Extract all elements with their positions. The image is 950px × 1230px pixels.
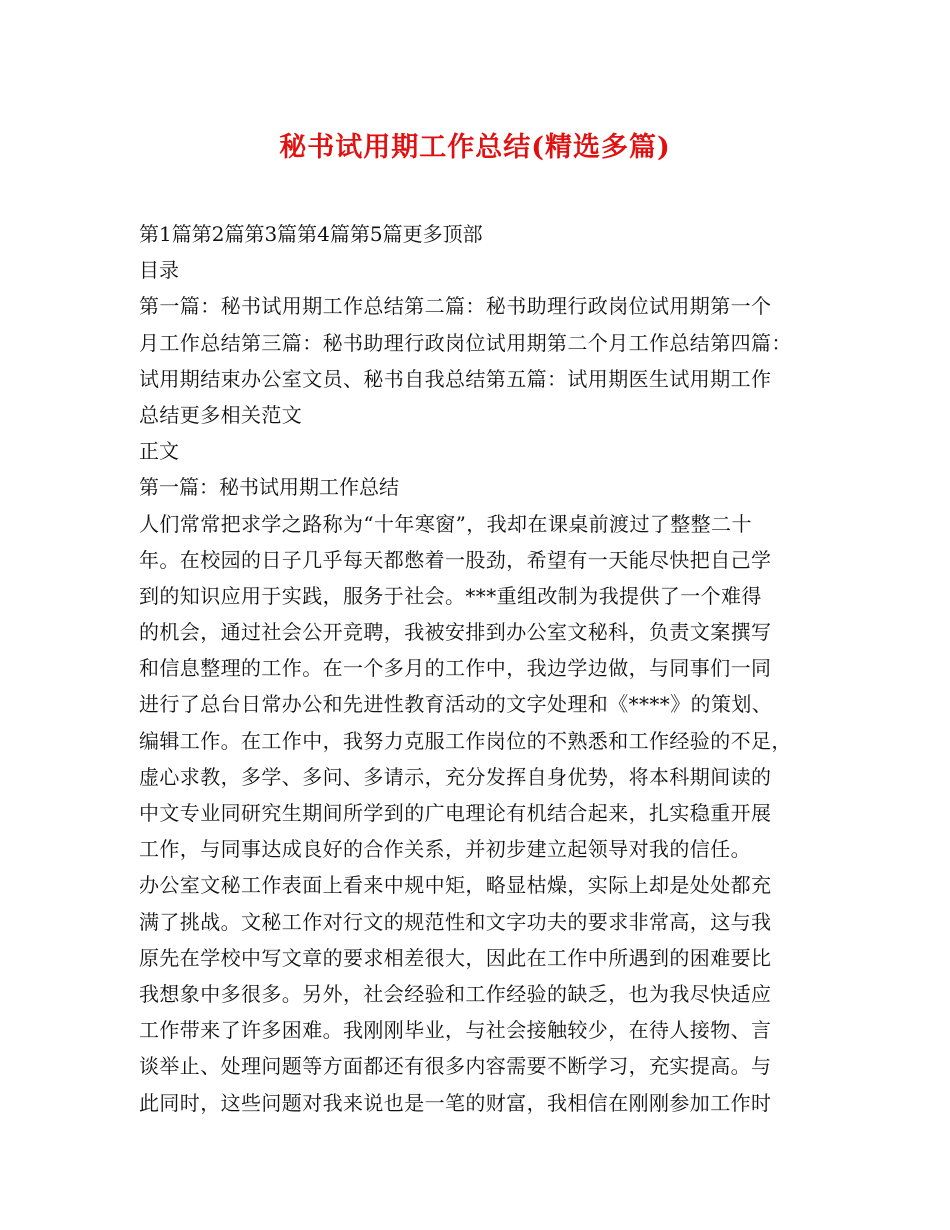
toc-heading: 目录 bbox=[139, 258, 179, 283]
paragraph-line: 谈举止、处理问题等方面都还有很多内容需要不断学习，充实提高。与 bbox=[139, 1054, 772, 1079]
paragraph-line: 工作，与同事达成良好的合作关系，并初步建立起领导对我的信任。 bbox=[139, 837, 751, 862]
section-nav-links[interactable]: 第1篇第2篇第3篇第4篇第5篇更多顶部 bbox=[139, 222, 483, 246]
toc-line[interactable]: 第一篇：秘书试用期工作总结第二篇：秘书助理行政岗位试用期第一个 bbox=[139, 294, 772, 319]
paragraph-line: 办公室文秘工作表面上看来中规中矩，略显枯燥，实际上却是处处都充 bbox=[139, 873, 772, 898]
paragraph-line: 虚心求教，多学、多问、多请示，充分发挥自身优势，将本科期间读的 bbox=[139, 764, 772, 789]
paragraph-line: 满了挑战。文秘工作对行文的规范性和文字功夫的要求非常高，这与我 bbox=[139, 909, 772, 934]
paragraph-line: 到的知识应用于实践，服务于社会。***重组改制为我提供了一个难得 bbox=[139, 583, 762, 608]
paragraph-line: 此同时，这些问题对我来说也是一笔的财富，我相信在刚刚参加工作时 bbox=[139, 1090, 772, 1115]
paragraph-line: 的机会，通过社会公开竞聘，我被安排到办公室文秘科，负责文案撰写 bbox=[139, 620, 772, 645]
paragraph-line: 人们常常把求学之路称为“十年寒窗”，我却在课桌前渡过了整整二十 bbox=[139, 511, 752, 536]
paragraph-line: 工作带来了许多困难。我刚刚毕业，与社会接触较少，在待人接物、言 bbox=[139, 1018, 772, 1043]
paragraph-2 bbox=[139, 867, 829, 1120]
document-body bbox=[139, 216, 829, 1121]
paragraph-line: 中文专业同研究生期间所学到的广电理论有机结合起来，扎实稳重开展 bbox=[139, 801, 772, 825]
toc-line[interactable]: 总结更多相关范文 bbox=[139, 402, 303, 427]
paragraph-1 bbox=[139, 506, 829, 868]
paragraph-line: 我想象中多很多。另外，社会经验和工作经验的缺乏，也为我尽快适应 bbox=[139, 981, 772, 1006]
body-heading: 正文 bbox=[139, 439, 179, 464]
section-heading: 第一篇：秘书试用期工作总结 bbox=[139, 475, 399, 500]
paragraph-line: 原先在学校中写文章的要求相差很大，因此在工作中所遇到的困难要比 bbox=[139, 945, 772, 970]
paragraph-line: 年。在校园的日子几乎每天都憋着一股劲，希望有一天能尽快把自己学 bbox=[139, 547, 772, 572]
paragraph-line: 编辑工作。在工作中，我努力克服工作岗位的不熟悉和工作经验的不足， bbox=[139, 728, 792, 753]
paragraph-line: 和信息整理的工作。在一个多月的工作中，我边学边做，与同事们一同 bbox=[139, 656, 772, 681]
document-title: 秘书试用期工作总结(精选多篇) bbox=[279, 132, 671, 163]
toc-line[interactable]: 试用期结束办公室文员、秘书自我总结第五篇：试用期医生试用期工作 bbox=[139, 366, 772, 391]
table-of-contents bbox=[139, 288, 829, 433]
paragraph-line: 进行了总台日常办公和先进性教育活动的文字处理和《****》的策划、 bbox=[139, 692, 773, 717]
toc-line[interactable]: 月工作总结第三篇：秘书助理行政岗位试用期第二个月工作总结第四篇： bbox=[139, 330, 792, 355]
